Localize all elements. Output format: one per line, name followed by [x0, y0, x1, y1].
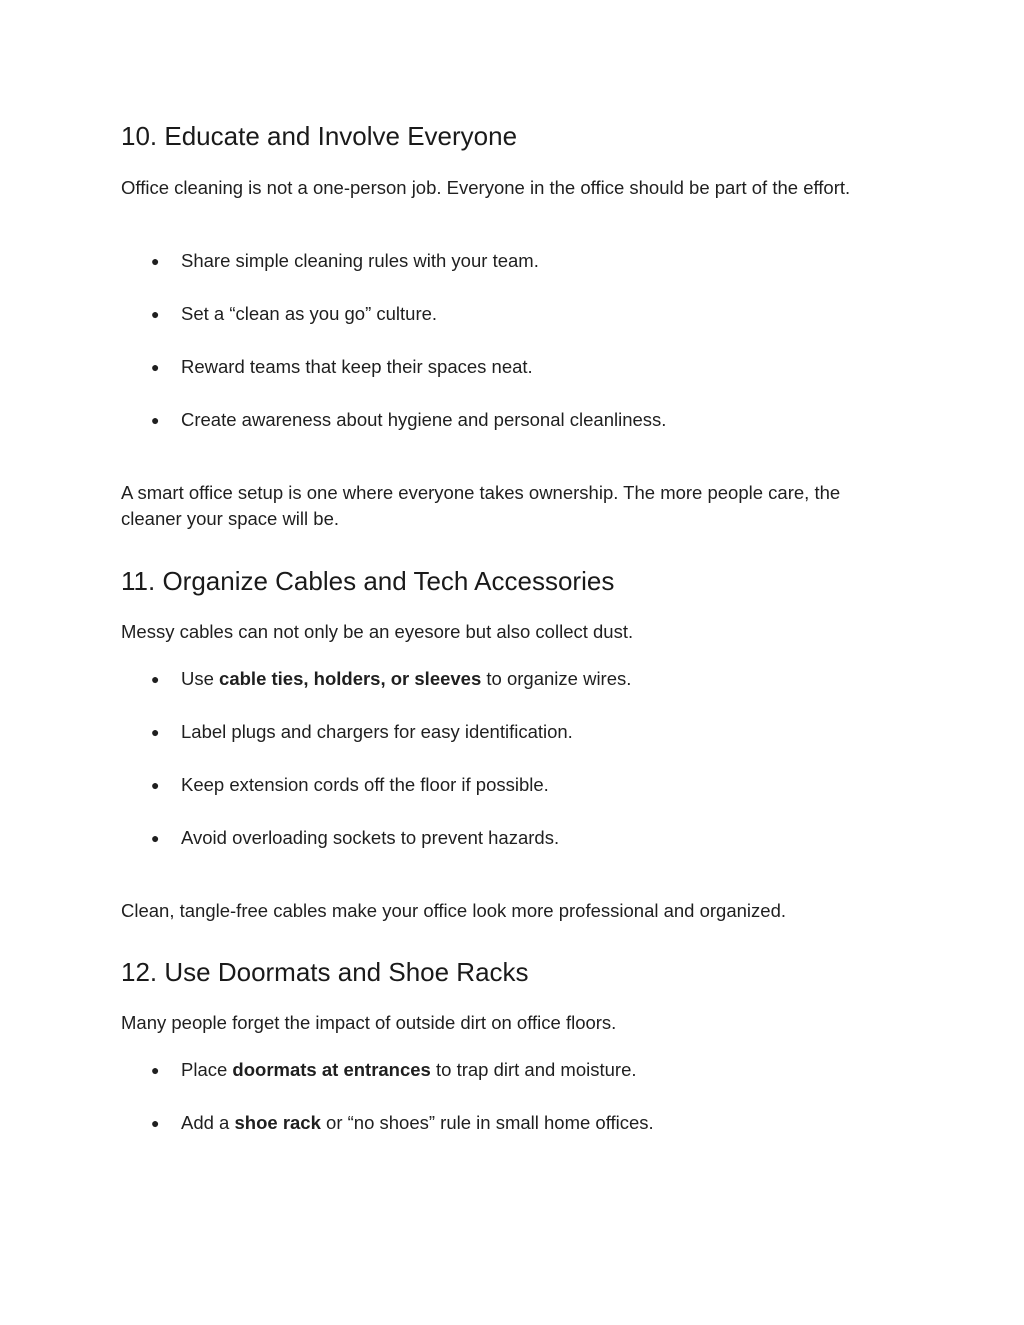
bullet-icon: ●: [151, 253, 160, 269]
section-11-outro: Clean, tangle-free cables make your office look more professional and organized.: [121, 900, 787, 921]
bullet-icon: ●: [151, 1115, 160, 1131]
list-item-text: Label plugs and chargers for easy identification.: [181, 721, 573, 742]
section-12-intro: Many people forget the impact of outside dirt on office floors.: [121, 1012, 617, 1033]
bullet-icon: ●: [151, 1062, 160, 1078]
bullet-icon: ●: [151, 777, 160, 793]
section-12-heading: 12. Use Doormats and Shoe Racks: [121, 957, 529, 987]
list-item-text: Use cable ties, holders, or sleeves to organize wires.: [181, 668, 632, 689]
list-item-text: Create awareness about hygiene and personal cleanliness.: [181, 409, 667, 430]
bullet-icon: ●: [151, 306, 160, 322]
emphasis: shoe rack: [234, 1112, 321, 1133]
bullet-icon: ●: [151, 724, 160, 740]
bullet-icon: ●: [151, 671, 160, 687]
section-10-intro: Office cleaning is not a one-person job. Everyone in the office should be part of the effort.: [121, 177, 851, 198]
list-item-text: Place doormats at entrances to trap dirt and moisture.: [181, 1059, 637, 1080]
list-item-text: Share simple cleaning rules with your team.: [181, 250, 539, 271]
section-10-outro: A smart office setup is one where everyone takes ownership. The more people care, the cleaner your space will be.: [121, 482, 841, 529]
bullet-icon: ●: [151, 830, 160, 846]
list-item-text: Set a “clean as you go” culture.: [181, 303, 438, 324]
section-11-heading: 11. Organize Cables and Tech Accessories: [121, 566, 615, 596]
section-11-intro: Messy cables can not only be an eyesore but also collect dust.: [121, 621, 634, 642]
list-item-text: Reward teams that keep their spaces neat.: [181, 356, 533, 377]
bullet-icon: ●: [151, 359, 160, 375]
list-item-text: Keep extension cords off the floor if possible.: [181, 774, 549, 795]
bullet-icon: ●: [151, 412, 160, 428]
emphasis: doormats at entrances: [232, 1059, 431, 1080]
section-10-heading: 10. Educate and Involve Everyone: [121, 121, 518, 151]
list-item-text: Avoid overloading sockets to prevent hazards.: [181, 827, 560, 848]
emphasis: cable ties, holders, or sleeves: [219, 668, 482, 689]
list-item-text: Add a shoe rack or “no shoes” rule in small home offices.: [181, 1112, 654, 1133]
